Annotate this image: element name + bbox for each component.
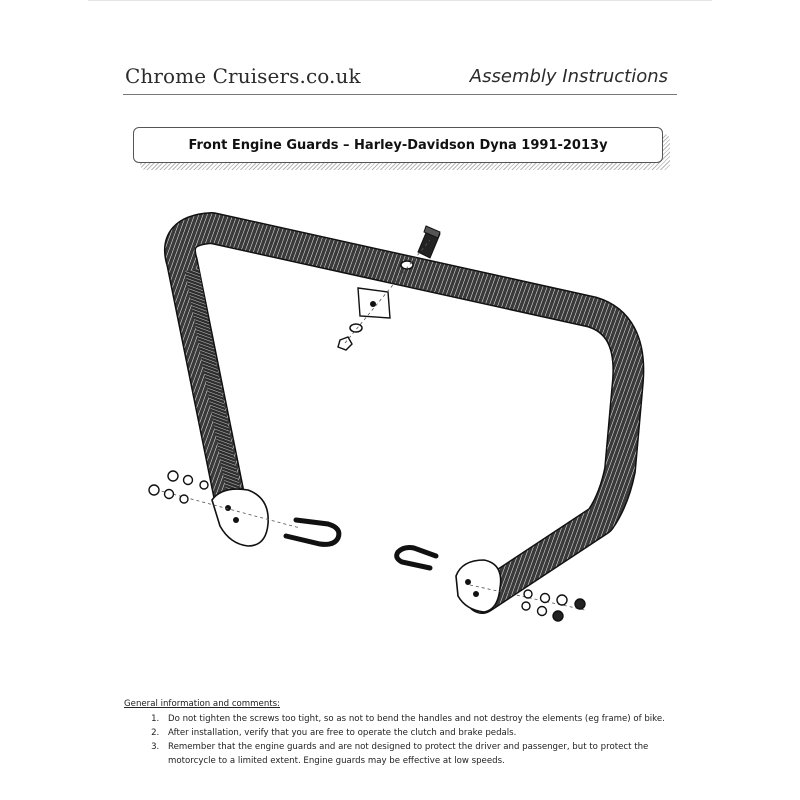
center-bolt-icon: [418, 226, 440, 258]
right-u-bolt: [397, 548, 436, 569]
nut-icon: [338, 337, 352, 350]
document-title: Front Engine Guards – Harley-Davidson Dyna 1991-2013y: [188, 137, 608, 153]
washer-icon: [350, 324, 362, 332]
brand-name: Chrome Cruisers.co.uk: [125, 64, 361, 88]
cap-nut-icon: [149, 485, 159, 495]
document-type: Assembly Instructions: [469, 66, 668, 87]
note-item: 1. Do not tighten the screws too tight, so as not to bend the handles and not destroy the elements (eg frame) of bike.: [162, 712, 684, 726]
notes-list: [124, 712, 684, 768]
right-mount-plate: [456, 560, 501, 612]
washer-icon: [522, 602, 530, 610]
nut-icon: [184, 476, 193, 485]
right-hardware: [522, 590, 585, 621]
cap-nut-icon: [168, 471, 178, 481]
cap-nut-icon: [553, 611, 563, 621]
nut-icon: [541, 594, 550, 603]
center-mount-bracket: [358, 288, 390, 318]
left-u-bolt: [286, 520, 339, 544]
cap-nut-icon: [575, 599, 585, 609]
left-mount-plate: [212, 489, 268, 546]
nut-icon: [538, 607, 547, 616]
nut-icon: [165, 490, 174, 499]
washer-icon: [200, 481, 208, 489]
washer-icon: [180, 495, 188, 503]
note-item: 3. Remember that the engine guards and are not designed to protect the driver and passenger, but to protect the motorcycle to a limited extent. Engine guards may be effective at low speeds.: [162, 740, 684, 768]
notes-section: [124, 697, 684, 768]
note-item: 2. After installation, verify that you are free to operate the clutch and brake pedals.: [162, 726, 684, 740]
notes-heading: General information and comments:: [124, 699, 281, 709]
washer-icon: [524, 590, 532, 598]
left-hardware: [149, 471, 208, 503]
cap-nut-icon: [557, 595, 567, 605]
